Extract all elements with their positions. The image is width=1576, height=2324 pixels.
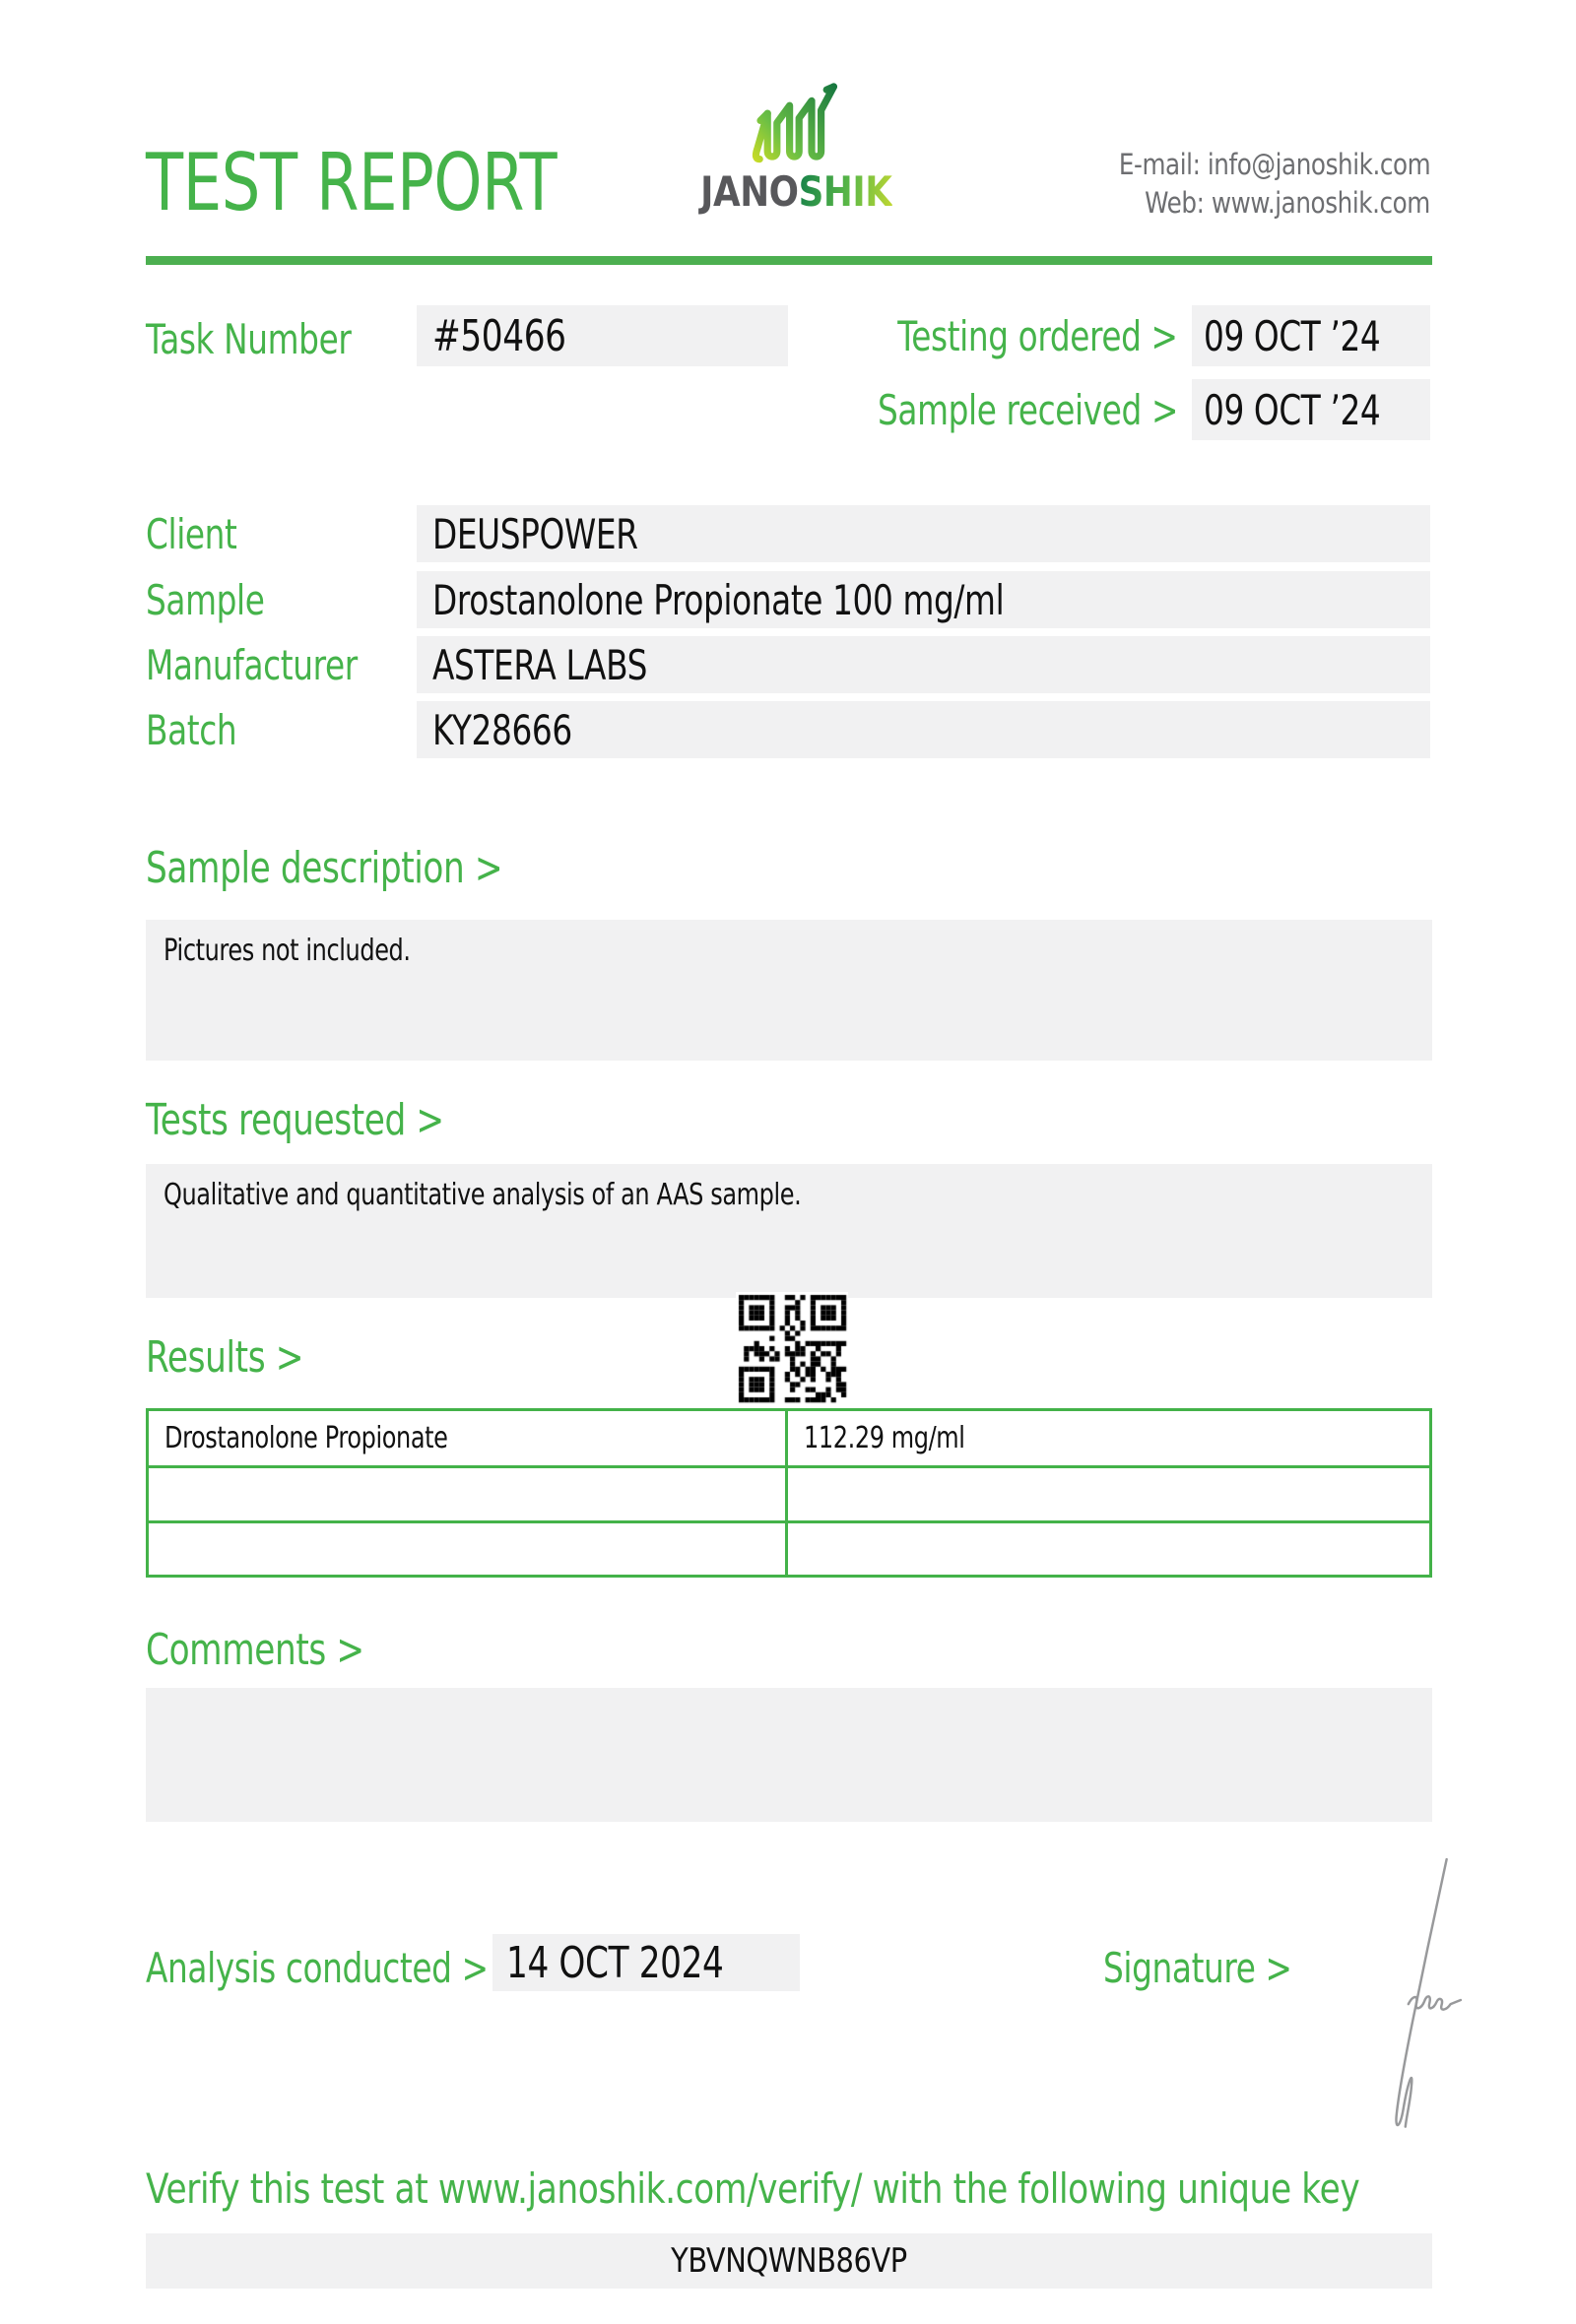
- sample-received-date: 09 OCT ’24: [1192, 379, 1430, 440]
- tests-requested-heading: Tests requested >: [146, 1095, 444, 1145]
- janoshik-logo: [678, 77, 914, 216]
- contact-email: E-mail: info@janoshik.com: [1118, 148, 1430, 181]
- sample-received-label: Sample received >: [878, 385, 1178, 434]
- verify-key: YBVNQWNB86VP: [146, 2233, 1432, 2289]
- sample-received-row: [793, 379, 1430, 440]
- header-divider-line: [146, 256, 1432, 265]
- verify-instruction: Verify this test at www.janoshik.com/verify/ with the following unique key: [146, 2164, 1360, 2213]
- batch-value: KY28666: [417, 701, 1430, 758]
- contact-info: [1064, 146, 1430, 223]
- growth-chart-arrow-icon: [749, 77, 843, 167]
- logo-text-shik: SHIK: [798, 167, 892, 216]
- comments-box: [146, 1688, 1432, 1822]
- result-value-cell: [788, 1465, 1429, 1519]
- manufacturer-value: ASTERA LABS: [417, 636, 1430, 693]
- logo-text-jano: JANO: [699, 167, 799, 216]
- testing-ordered-label: Testing ordered >: [897, 311, 1178, 360]
- signature-label: Signature >: [1103, 1944, 1292, 1992]
- handwritten-signature: [1357, 1853, 1474, 2145]
- result-name-cell: Drostanolone Propionate: [149, 1411, 788, 1465]
- manufacturer-row: [146, 636, 1430, 693]
- comments-heading: Comments >: [146, 1625, 364, 1675]
- batch-label: Batch: [146, 705, 237, 754]
- client-label: Client: [146, 509, 237, 558]
- result-name-cell: [149, 1465, 788, 1519]
- results-heading: Results >: [146, 1332, 304, 1383]
- sample-description-box: Pictures not included.: [146, 920, 1432, 1061]
- batch-row: [146, 701, 1430, 758]
- sample-label: Sample: [146, 575, 265, 624]
- results-table: [146, 1408, 1432, 1578]
- sample-row: [146, 571, 1430, 628]
- manufacturer-label: Manufacturer: [146, 640, 358, 689]
- page-title: TEST REPORT: [146, 137, 558, 228]
- result-value-cell: 112.29 mg/ml: [804, 1421, 965, 1456]
- task-number-label: Task Number: [146, 315, 352, 363]
- sample-description-heading: Sample description >: [146, 843, 503, 893]
- logo-wordmark: [678, 167, 914, 216]
- result-value-cell: [788, 1520, 1429, 1575]
- qr-code: [736, 1292, 848, 1404]
- testing-ordered-date: 09 OCT ’24: [1192, 305, 1430, 366]
- client-value: DEUSPOWER: [417, 505, 1430, 562]
- client-row: [146, 505, 1430, 562]
- analysis-conducted-date: 14 OCT 2024: [492, 1934, 800, 1991]
- analysis-conducted-label: Analysis conducted >: [146, 1944, 489, 1992]
- tests-requested-box: Qualitative and quantitative analysis of an AAS sample.: [146, 1164, 1432, 1298]
- sample-value: Drostanolone Propionate 100 mg/ml: [417, 571, 1430, 628]
- result-name-cell: [149, 1520, 788, 1575]
- task-number-value: #50466: [417, 305, 788, 366]
- testing-ordered-row: [819, 305, 1430, 366]
- contact-web: Web: www.janoshik.com: [1145, 186, 1430, 220]
